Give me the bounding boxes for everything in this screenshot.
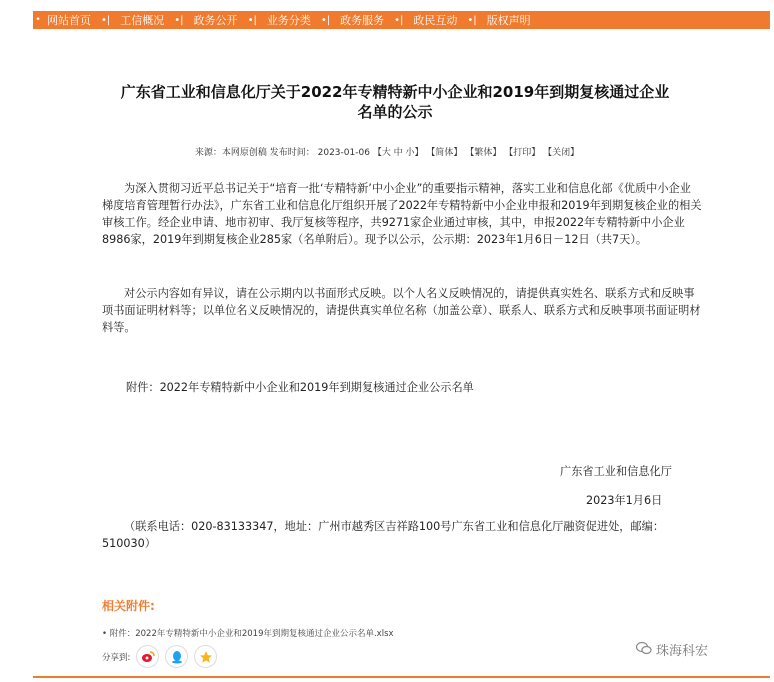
nav-separator: •| [247, 14, 257, 26]
related-attachments-title: 相关附件: [102, 599, 155, 613]
meta-date: 2023-01-06 [317, 148, 370, 158]
font-size-toggle[interactable]: 【大 中 小】 [372, 148, 424, 158]
nav-separator: •| [174, 14, 184, 26]
related-attachment-link[interactable]: • 附件：2022年专精特新中小企业和2019年到期复核通过企业公示名单.xlsx [102, 629, 394, 639]
nav-separator: •| [320, 14, 331, 26]
nav-separator: •| [101, 14, 111, 26]
nav-separator: •| [394, 14, 404, 26]
article-meta [0, 145, 774, 158]
close-button[interactable]: 【关闭】 [543, 148, 580, 158]
nav-item-government-affairs[interactable]: 政务公开 [193, 14, 238, 27]
print-button[interactable]: 【打印】 [504, 148, 541, 158]
nav-item-copyright[interactable]: 版权声明 [486, 14, 531, 27]
qzone-icon[interactable] [194, 645, 217, 668]
nav-item-interaction[interactable]: 政民互动 [413, 14, 458, 27]
share-bar [102, 645, 223, 668]
nav-separator: •| [467, 14, 477, 26]
page-title [90, 82, 700, 122]
qq-icon[interactable] [165, 645, 188, 668]
body-paragraph-2: 对公示内容如有异议，请在公示期内以书面形式反映。以个人名义反映情况的，请提供真实姓名、联系方式和反映事项书面证明材料等；以单位名义反映情况的，请提供真实单位名称（加盖公章）、联系人、联系方式和反映事项书面证明材料等。 [102, 287, 701, 334]
nav-item-services[interactable]: 政务服务 [340, 14, 385, 27]
body-paragraph-1: 为深入贯彻习近平总书记关于“培育一批‘专精特新’中小企业”的重要指示精神，落实工业和信息化部《优质中小企业梯度培育管理暂行办法》，广东省工业和信息化厅组织开展了2022年专精特新中小企业申报和2019年到期复核企业的相关审核工作。经企业申请、地市初审、我厅复核等程序，共9271家企业通过审核，其中，申报2022年专精特新中小企业8986家，2019年到期复核企业285家（名单附后）。现予以公示，公示期：2023年1月6日－12日（共7天）。 [102, 182, 702, 246]
simplified-button[interactable]: 【简体】 [426, 148, 463, 158]
contact-info: （联系电话：020-83133347，地址：广州市越秀区吉祥路100号广东省工业和信息化厅融资促进处，邮编：510030） [102, 520, 665, 550]
meta-source: 来源：本网原创稿 发布时间： [194, 148, 315, 158]
page-title-line1: 广东省工业和信息化厅关于2022年专精特新中小企业和2019年到期复核通过企业 [120, 83, 670, 101]
nav-item-overview[interactable]: 工信概况 [120, 14, 165, 27]
signature-date: 2023年1月6日 [586, 494, 663, 507]
wechat-icon [636, 641, 652, 659]
traditional-button[interactable]: 【繁体】 [465, 148, 502, 158]
nav-bullet-icon: • [35, 15, 41, 25]
signature-org: 广东省工业和信息化厅 [560, 465, 672, 478]
attachment-note: 附件：2022年专精特新中小企业和2019年到期复核通过企业公示名单 [126, 381, 474, 394]
page-title-line2: 名单的公示 [357, 103, 433, 121]
top-nav [33, 11, 770, 29]
watermark-text: 珠海科宏 [656, 644, 709, 659]
weibo-icon[interactable] [136, 645, 159, 668]
nav-item-home[interactable]: 网站首页 [47, 14, 91, 27]
share-label: 分享到: [102, 652, 131, 663]
nav-item-business[interactable]: 业务分类 [266, 14, 311, 27]
watermark [636, 640, 708, 659]
bottom-divider [33, 676, 770, 678]
